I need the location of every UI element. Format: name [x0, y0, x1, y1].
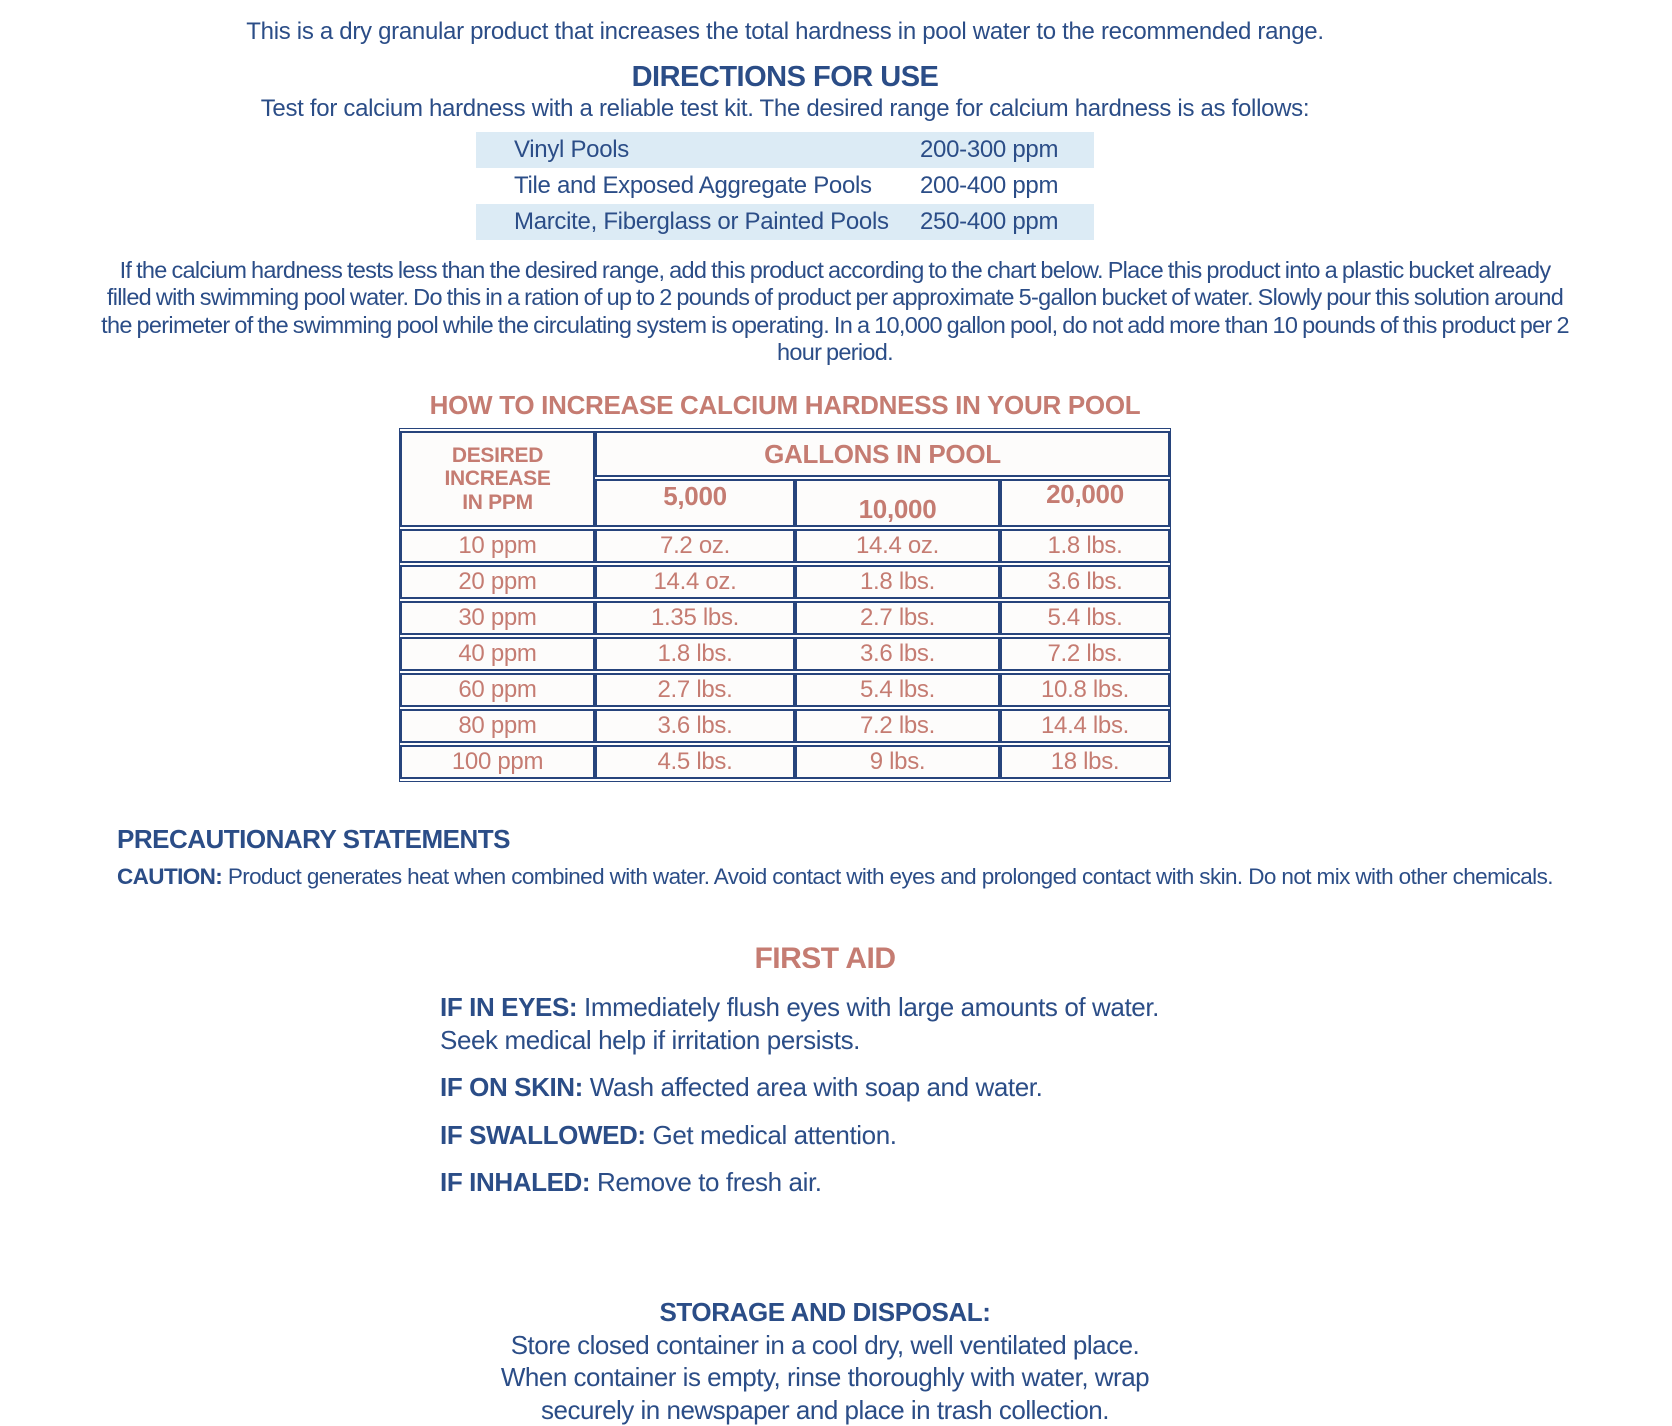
pool-type: Marcite, Fiberglass or Painted Pools — [476, 208, 920, 236]
first-aid-text: Immediately flush eyes with large amounts of water. Seek medical help if irritation persists. — [440, 992, 1159, 1055]
pool-ppm-range: 200-400 ppm — [920, 172, 1094, 200]
ppm-cell: 10 ppm — [400, 529, 595, 563]
dosage-table-title: HOW TO INCREASE CALCIUM HARDNESS IN YOUR POOL — [0, 390, 1570, 421]
dose-cell: 10.8 lbs. — [1000, 673, 1170, 707]
pool-range-row — [476, 132, 1094, 168]
ppm-cell: 40 ppm — [400, 637, 595, 671]
col-header-5000 — [595, 479, 795, 527]
col-header-10000-label: 10,000 — [859, 494, 937, 525]
first-aid-text: Remove to fresh air. — [590, 1167, 821, 1197]
ppm-cell: 60 ppm — [400, 673, 595, 707]
first-aid-item-inhaled — [440, 1166, 1210, 1199]
dosage-row-header-cell — [400, 431, 595, 527]
dose-cell: 2.7 lbs. — [595, 673, 795, 707]
ppm-cell: 30 ppm — [400, 601, 595, 635]
dose-cell: 14.4 lbs. — [1000, 709, 1170, 743]
directions-subheading: Test for calcium hardness with a reliable test kit. The desired range for calcium hardness is as follows: — [0, 95, 1570, 123]
first-aid-heading: FIRST AID — [440, 942, 1210, 976]
ppm-cell: 100 ppm — [400, 745, 595, 779]
top-section — [0, 0, 1570, 240]
dose-cell: 1.8 lbs. — [795, 565, 1000, 599]
dose-cell: 7.2 lbs. — [795, 709, 1000, 743]
pool-ppm-range: 250-400 ppm — [920, 208, 1094, 236]
pool-type: Vinyl Pools — [476, 136, 920, 164]
dosage-header-row — [400, 431, 1170, 477]
first-aid-label: IF SWALLOWED: — [440, 1120, 646, 1150]
first-aid-item-eyes — [440, 991, 1210, 1056]
dose-cell: 9 lbs. — [795, 745, 1000, 779]
dose-cell: 14.4 oz. — [795, 529, 1000, 563]
first-aid-text: Get medical attention. — [646, 1120, 897, 1150]
dosage-row — [400, 745, 1170, 779]
col-header-5000-label: 5,000 — [663, 481, 727, 512]
dosage-row-header: DESIRED INCREASE IN PPM — [433, 444, 563, 515]
first-aid-label: IF INHALED: — [440, 1167, 590, 1197]
intro-text: This is a dry granular product that increases the total hardness in pool water to the recommended range. — [0, 18, 1570, 46]
dose-cell: 2.7 lbs. — [795, 601, 1000, 635]
col-header-10000 — [795, 479, 1000, 527]
dosage-row — [400, 529, 1170, 563]
pool-range-table — [476, 132, 1094, 240]
first-aid-label: IF ON SKIN: — [440, 1072, 583, 1102]
precautionary-heading: PRECAUTIONARY STATEMENTS — [117, 824, 1672, 855]
pool-range-row — [476, 204, 1094, 240]
dosage-table — [399, 428, 1171, 782]
dose-cell: 1.8 lbs. — [1000, 529, 1170, 563]
usage-instructions-paragraph: If the calcium hardness tests less than the desired range, add this product according to the chart below. Place this product into a plastic bucket already filled with swimming pool water. Do this in a ration of up to 2 pounds of product per approximate 5-gallon bucket of water. Slowly pour this solution around the perimeter of the swimming pool while the circulating system is operating. In a 10,000 gallon pool, do not add more than 10 pounds of this product per 2 hour period. — [100, 257, 1570, 366]
caution-text: Product generates heat when combined with water. Avoid contact with eyes and prolonged contact with skin. Do not mix with other chemicals. — [222, 864, 1553, 889]
first-aid-label: IF IN EYES: — [440, 992, 577, 1022]
directions-heading: DIRECTIONS FOR USE — [0, 61, 1570, 94]
dose-cell: 3.6 lbs. — [795, 637, 1000, 671]
dose-cell: 7.2 oz. — [595, 529, 795, 563]
dose-cell: 7.2 lbs. — [1000, 637, 1170, 671]
storage-heading: STORAGE AND DISPOSAL: — [440, 1297, 1210, 1328]
pool-ppm-range: 200-300 ppm — [920, 136, 1094, 164]
dose-cell: 14.4 oz. — [595, 565, 795, 599]
storage-disposal-section — [440, 1297, 1210, 1426]
dose-cell: 1.8 lbs. — [595, 637, 795, 671]
pool-type: Tile and Exposed Aggregate Pools — [476, 172, 920, 200]
caution-statement — [117, 864, 1573, 890]
ppm-cell: 80 ppm — [400, 709, 595, 743]
col-header-20000 — [1000, 479, 1170, 527]
dosage-table-wrapper — [0, 428, 1570, 782]
col-header-20000-label: 20,000 — [1046, 479, 1124, 510]
dosage-row — [400, 601, 1170, 635]
dose-cell: 18 lbs. — [1000, 745, 1170, 779]
dose-cell: 5.4 lbs. — [1000, 601, 1170, 635]
dosage-row — [400, 637, 1170, 671]
pool-range-row — [476, 168, 1094, 204]
dosage-row — [400, 565, 1170, 599]
dose-cell: 3.6 lbs. — [1000, 565, 1170, 599]
caution-label: CAUTION: — [117, 864, 222, 889]
gallons-in-pool-header: GALLONS IN POOL — [595, 431, 1170, 477]
dose-cell: 3.6 lbs. — [595, 709, 795, 743]
first-aid-section — [440, 942, 1210, 1199]
dose-cell: 4.5 lbs. — [595, 745, 795, 779]
dosage-row — [400, 673, 1170, 707]
first-aid-item-skin — [440, 1071, 1210, 1104]
precautionary-section — [117, 824, 1672, 890]
ppm-cell: 20 ppm — [400, 565, 595, 599]
first-aid-text: Wash affected area with soap and water. — [583, 1072, 1043, 1102]
dose-cell: 5.4 lbs. — [795, 673, 1000, 707]
first-aid-item-swallowed — [440, 1119, 1210, 1152]
dose-cell: 1.35 lbs. — [595, 601, 795, 635]
storage-text: Store closed container in a cool dry, well ventilated place. When container is empty, rinse thoroughly with water, wrap securely in newspaper and place in trash collection. — [475, 1329, 1175, 1426]
dosage-row — [400, 709, 1170, 743]
